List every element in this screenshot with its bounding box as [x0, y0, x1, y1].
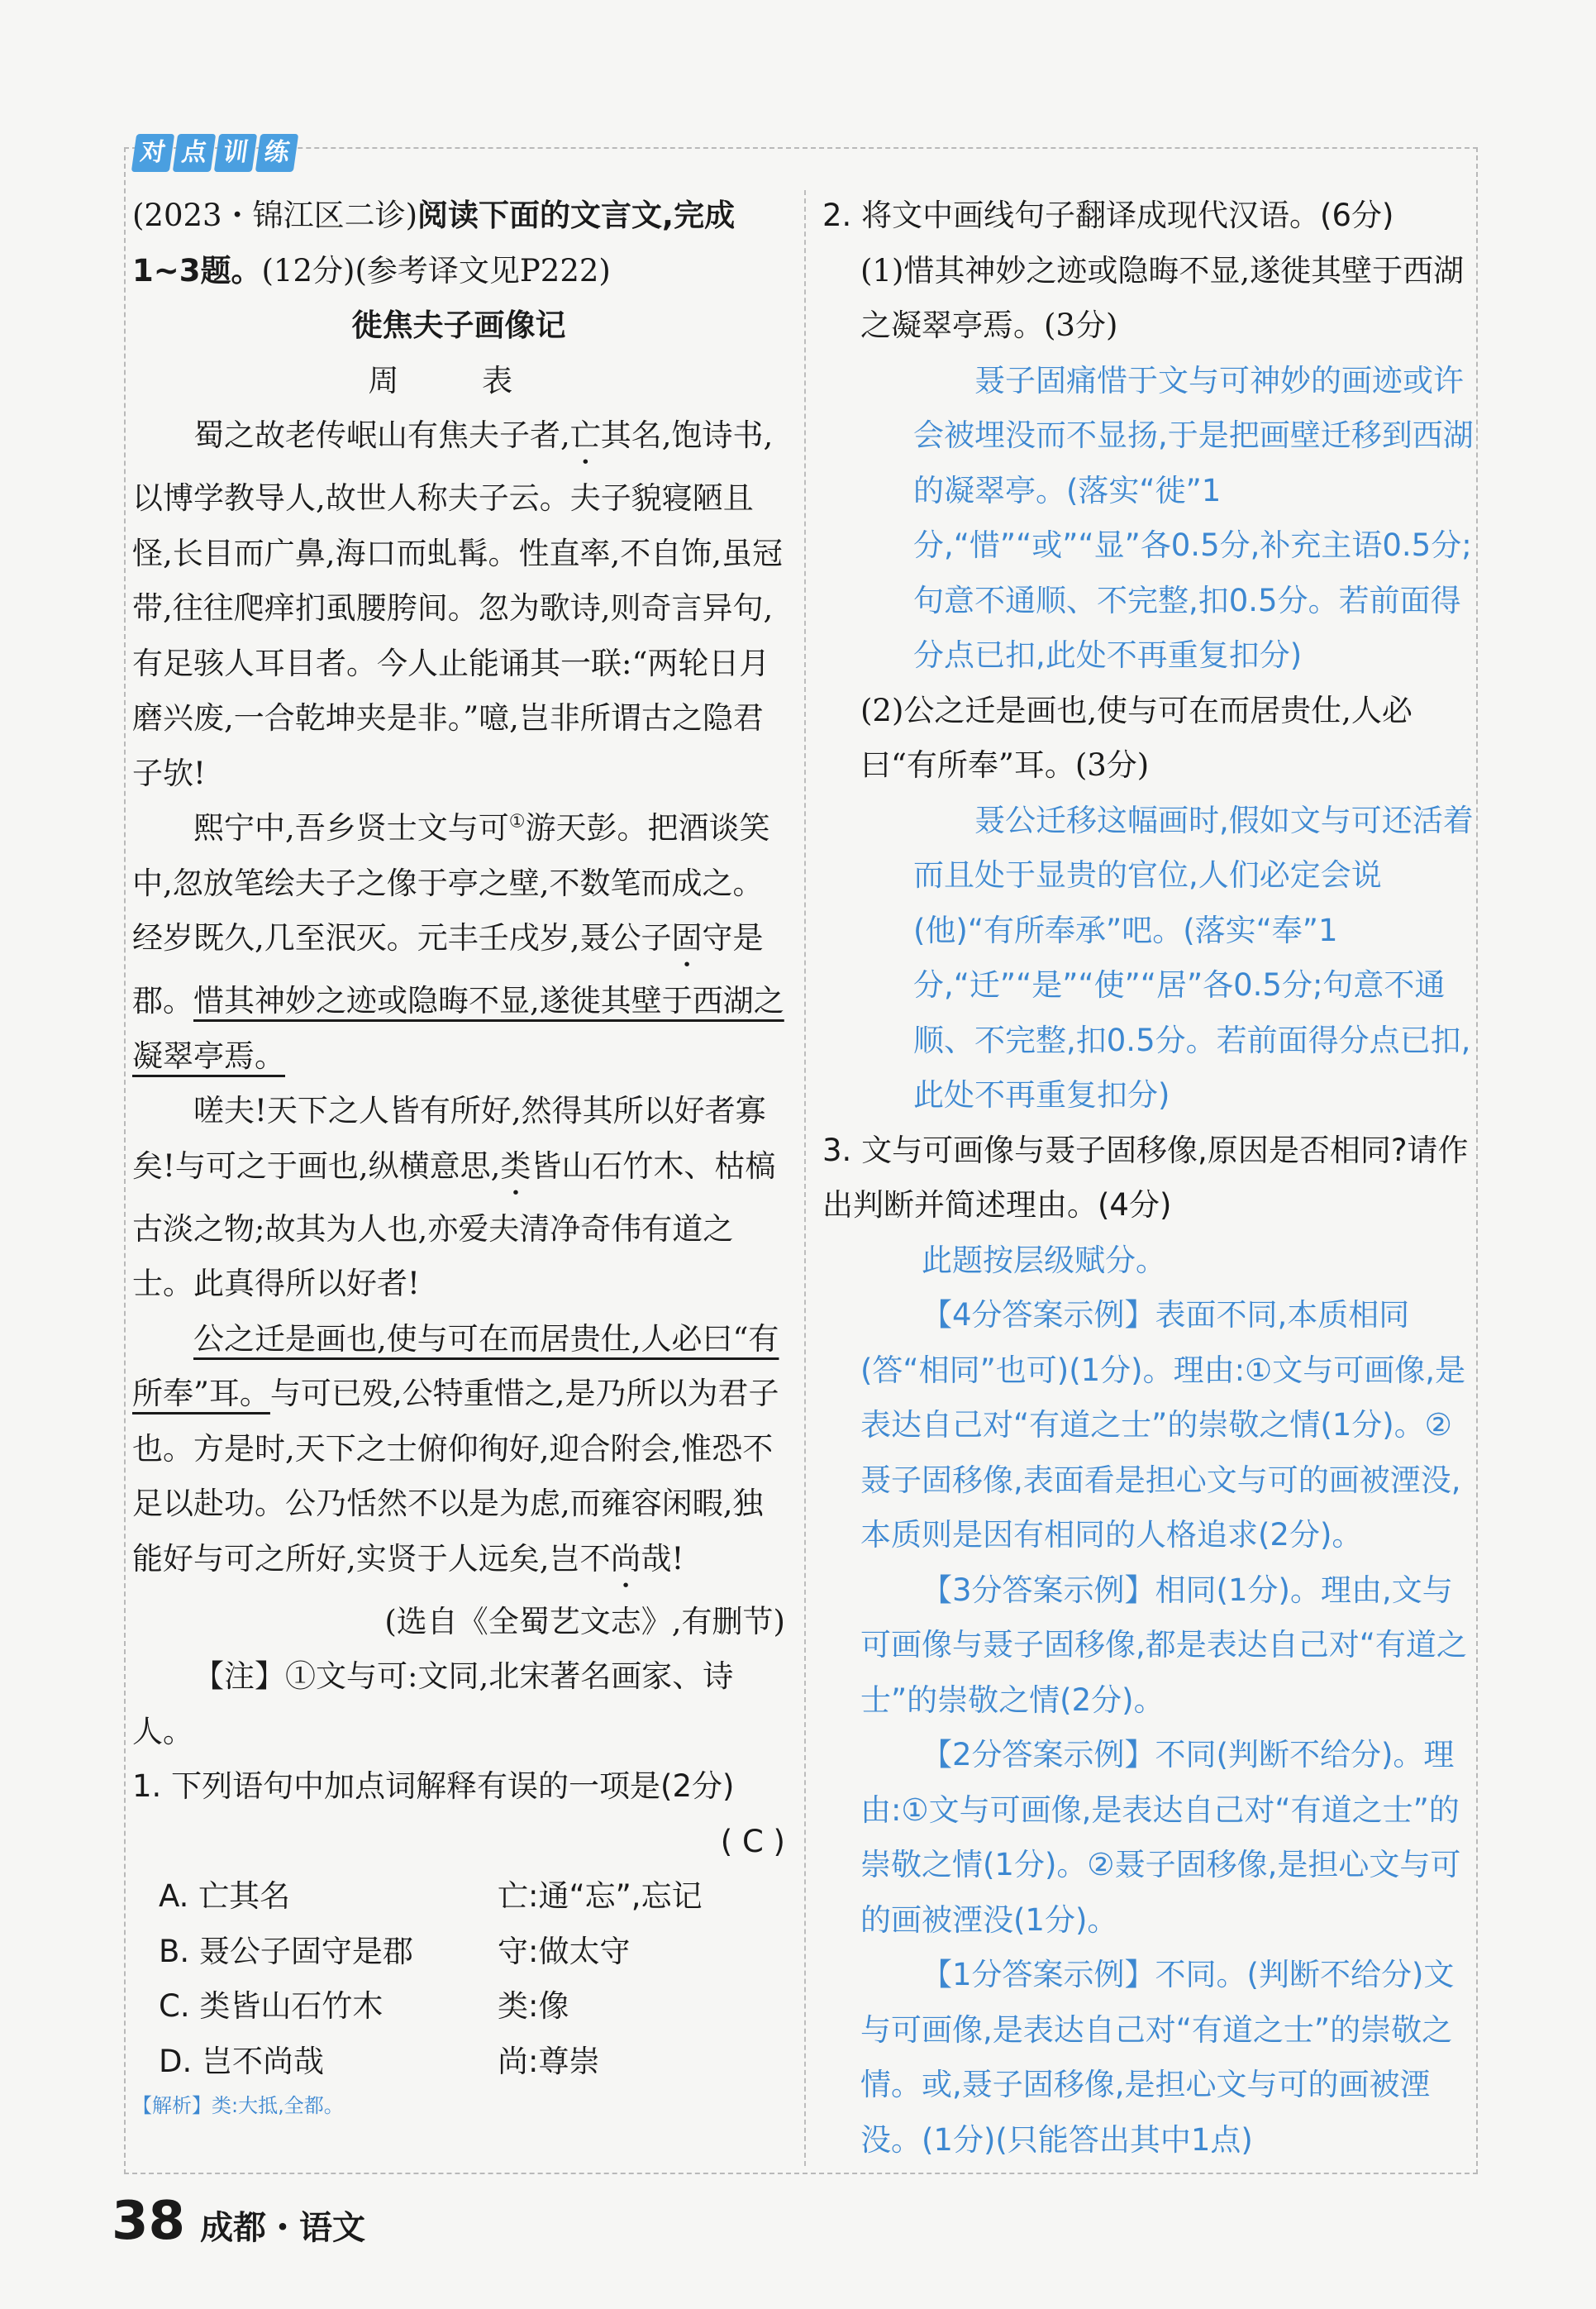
- option-text: C. 类皆山石竹木: [159, 1988, 384, 2024]
- answer-example-2pt: 【2分答案示例】不同(判断不给分)。理由:①文与可画像,是表达自己对“有道之士”的崇敬之情(1分)。②聂子固移像,是担心文与可的画被湮没(1分)。: [860, 1737, 1461, 1938]
- question-1-answer: ( C ): [720, 1823, 785, 1859]
- badge-char: 点: [173, 134, 216, 172]
- section-badge: [134, 134, 296, 172]
- page-footer: [112, 2191, 365, 2252]
- option-d: [132, 2035, 785, 2090]
- article-note: 【注】①文与可:文同,北宋著名画家、诗人。: [132, 1658, 734, 1749]
- question-2-answer-2: 聂公迁移这幅画时,假如文与可还活着而且处于显贵的官位,人们必定会说(他)“有所奉承”吧。(落实“奉”1分,“迁”“是”“使”“居”各0.5分;句意不通顺、不完整,扣0.5分。若前面得分点已扣,此处不再重复扣分): [913, 802, 1474, 1113]
- question-2-sub-2: (2)公之迁是画也,使与可在而居贵仕,人必曰“有所奉”耳。(3分): [860, 692, 1413, 783]
- text-segment: 守是郡。: [132, 920, 764, 1019]
- dotted-word: 固: [671, 920, 703, 956]
- option-a: [132, 1869, 785, 1925]
- option-gloss: 尚:尊崇: [498, 2043, 600, 2079]
- text-segment: 其名,饱诗书,以博学教导人,故世人称夫子云。夫子貌寝陋且怪,长目而广鼻,海口而虬髯。性直率,不自饰,虽冠带,往往爬痒扪虱腰胯间。忽为歌诗,则奇言异句,有足骇人耳目者。今人止能诵其一联:“两轮日月磨兴废,一合乾坤夹是非。”噫,岂非所谓古之隐君子欤!: [132, 417, 784, 791]
- text-segment: 游天彭。把酒谈笑中,忽放笔绘夫子之像于亭之壁,不数笔而成之。经岁既久,几至泯灭。元丰壬戌岁,聂公子: [132, 810, 770, 956]
- left-column: [132, 188, 785, 2122]
- text-segment: 与可已殁,公特重惜之,是乃所以为君子也。方是时,天下之士俯仰徇好,迎合附会,惟恐不足以赴功。公乃恬然不以是为虑,而雍容闲暇,独能好与可之所好,实贤于人远矣,岂不: [132, 1376, 779, 1577]
- article-paragraph-4: [132, 1312, 785, 1595]
- text-segment: 蜀之故老传岷山有焦夫子者,: [193, 417, 570, 453]
- column-divider: [804, 190, 806, 2166]
- question-intro: [132, 188, 785, 298]
- question-2-answer-1: 聂子固痛惜于文与可神妙的画迹或许会被埋没而不显扬,于是把画壁迁移到西湖的凝翠亭。(落实“徙”1分,“惜”“或”“显”各0.5分,补充主语0.5分;句意不通顺、不完整,扣0.5分。若前面得分点已扣,此处不再重复扣分): [913, 362, 1474, 673]
- answer-example-3pt: 【3分答案示例】相同(1分)。理由,文与可画像与聂子固移像,都是表达自己对“有道之士”的崇敬之情(2分)。: [860, 1572, 1467, 1718]
- dotted-word: 亡: [569, 417, 601, 453]
- intro-source: (2023・锦江区二诊): [132, 198, 418, 233]
- question-3-stem: 3. 文与可画像与聂子固移像,原因是否相同?请作出判断并简述理由。(4分): [822, 1132, 1469, 1223]
- option-text: A. 亡其名: [159, 1878, 291, 1914]
- option-b: [132, 1925, 785, 1980]
- badge-char: 练: [255, 134, 298, 172]
- article-author: 周 表: [368, 362, 550, 398]
- article-title: 徙焦夫子画像记: [351, 308, 566, 343]
- badge-char: 对: [131, 134, 174, 172]
- footer-label: 成都・语文: [200, 2209, 366, 2247]
- option-text: D. 岂不尚哉: [159, 2043, 325, 2079]
- footnote-marker: ①: [508, 811, 526, 832]
- question-2-sub-1: [822, 244, 1475, 354]
- text-segment: 嗟夫!天下之人皆有所好,然得其所以好者寡矣!与可之于画也,纵横意思,: [132, 1093, 766, 1184]
- option-text: B. 聂公子固守是郡: [159, 1933, 413, 1969]
- option-c: [132, 1979, 785, 2035]
- article-paragraph-1: [132, 408, 785, 801]
- sub-question-text: (1)惜其神妙之迹或隐晦不显,遂徙其壁于西湖之凝翠亭焉。(3分): [860, 252, 1465, 343]
- text-segment: 皆山石竹木、枯槁古淡之物;故其为人也,亦爱夫清净奇伟有道之士。此真得所以好者!: [132, 1147, 776, 1301]
- text-segment: 熙宁中,吾乡贤士文与可: [193, 810, 509, 846]
- intro-instruction: 阅读下面的文言文,完成1~3题。: [132, 198, 736, 289]
- option-gloss: 守:做太守: [498, 1933, 631, 1969]
- dotted-word: 类: [500, 1147, 531, 1184]
- answer-example-1pt: 【1分答案示例】不同。(判断不给分)文与可画像,是表达自己对“有道之士”的崇敬之情。或,聂子固移像,是担心文与可的画被湮没。(1分)(只能答出其中1点): [860, 1957, 1455, 2158]
- underlined-sentence: 惜其神妙之迹或隐晦不显,遂徙其壁于西湖之凝翠亭焉。: [132, 983, 784, 1074]
- question-2-stem: 2. 将文中画线句子翻译成现代汉语。(6分): [822, 198, 1394, 233]
- question-3-scoring-note: 此题按层级赋分。: [922, 1242, 1166, 1278]
- option-gloss: 亡:通“忘”,忘记: [498, 1878, 703, 1914]
- question-1-analysis: 【解析】类:大抵,全都。: [132, 2094, 344, 2117]
- option-gloss: 类:像: [498, 1988, 569, 2024]
- article-paragraph-2: [132, 801, 785, 1084]
- article-paragraph-3: [132, 1084, 785, 1312]
- question-1-stem: 1. 下列语句中加点词解释有误的一项是(2分): [132, 1768, 735, 1804]
- text-segment: 哉!: [641, 1540, 684, 1577]
- page-number: 38: [112, 2191, 186, 2252]
- article-source: (选自《全蜀艺文志》,有删节): [384, 1603, 785, 1639]
- right-column: [822, 188, 1475, 2168]
- intro-score: (12分)(参考译文见P222): [261, 252, 611, 289]
- badge-char: 训: [214, 134, 257, 172]
- dotted-word: 尚: [610, 1540, 641, 1577]
- underlined-sentence: 公之迁是画也,使与可在而居贵仕,人必曰“有所奉”耳。: [132, 1320, 779, 1411]
- answer-example-4pt: 【4分答案示例】表面不同,本质相同(答“相同”也可)(1分)。理由:①文与可画像,是表达自己对“有道之士”的崇敬之情(1分)。②聂子固移像,表面看是担心文与可的画被湮没,本质则是因有相同的人格追求(2分)。: [860, 1297, 1466, 1553]
